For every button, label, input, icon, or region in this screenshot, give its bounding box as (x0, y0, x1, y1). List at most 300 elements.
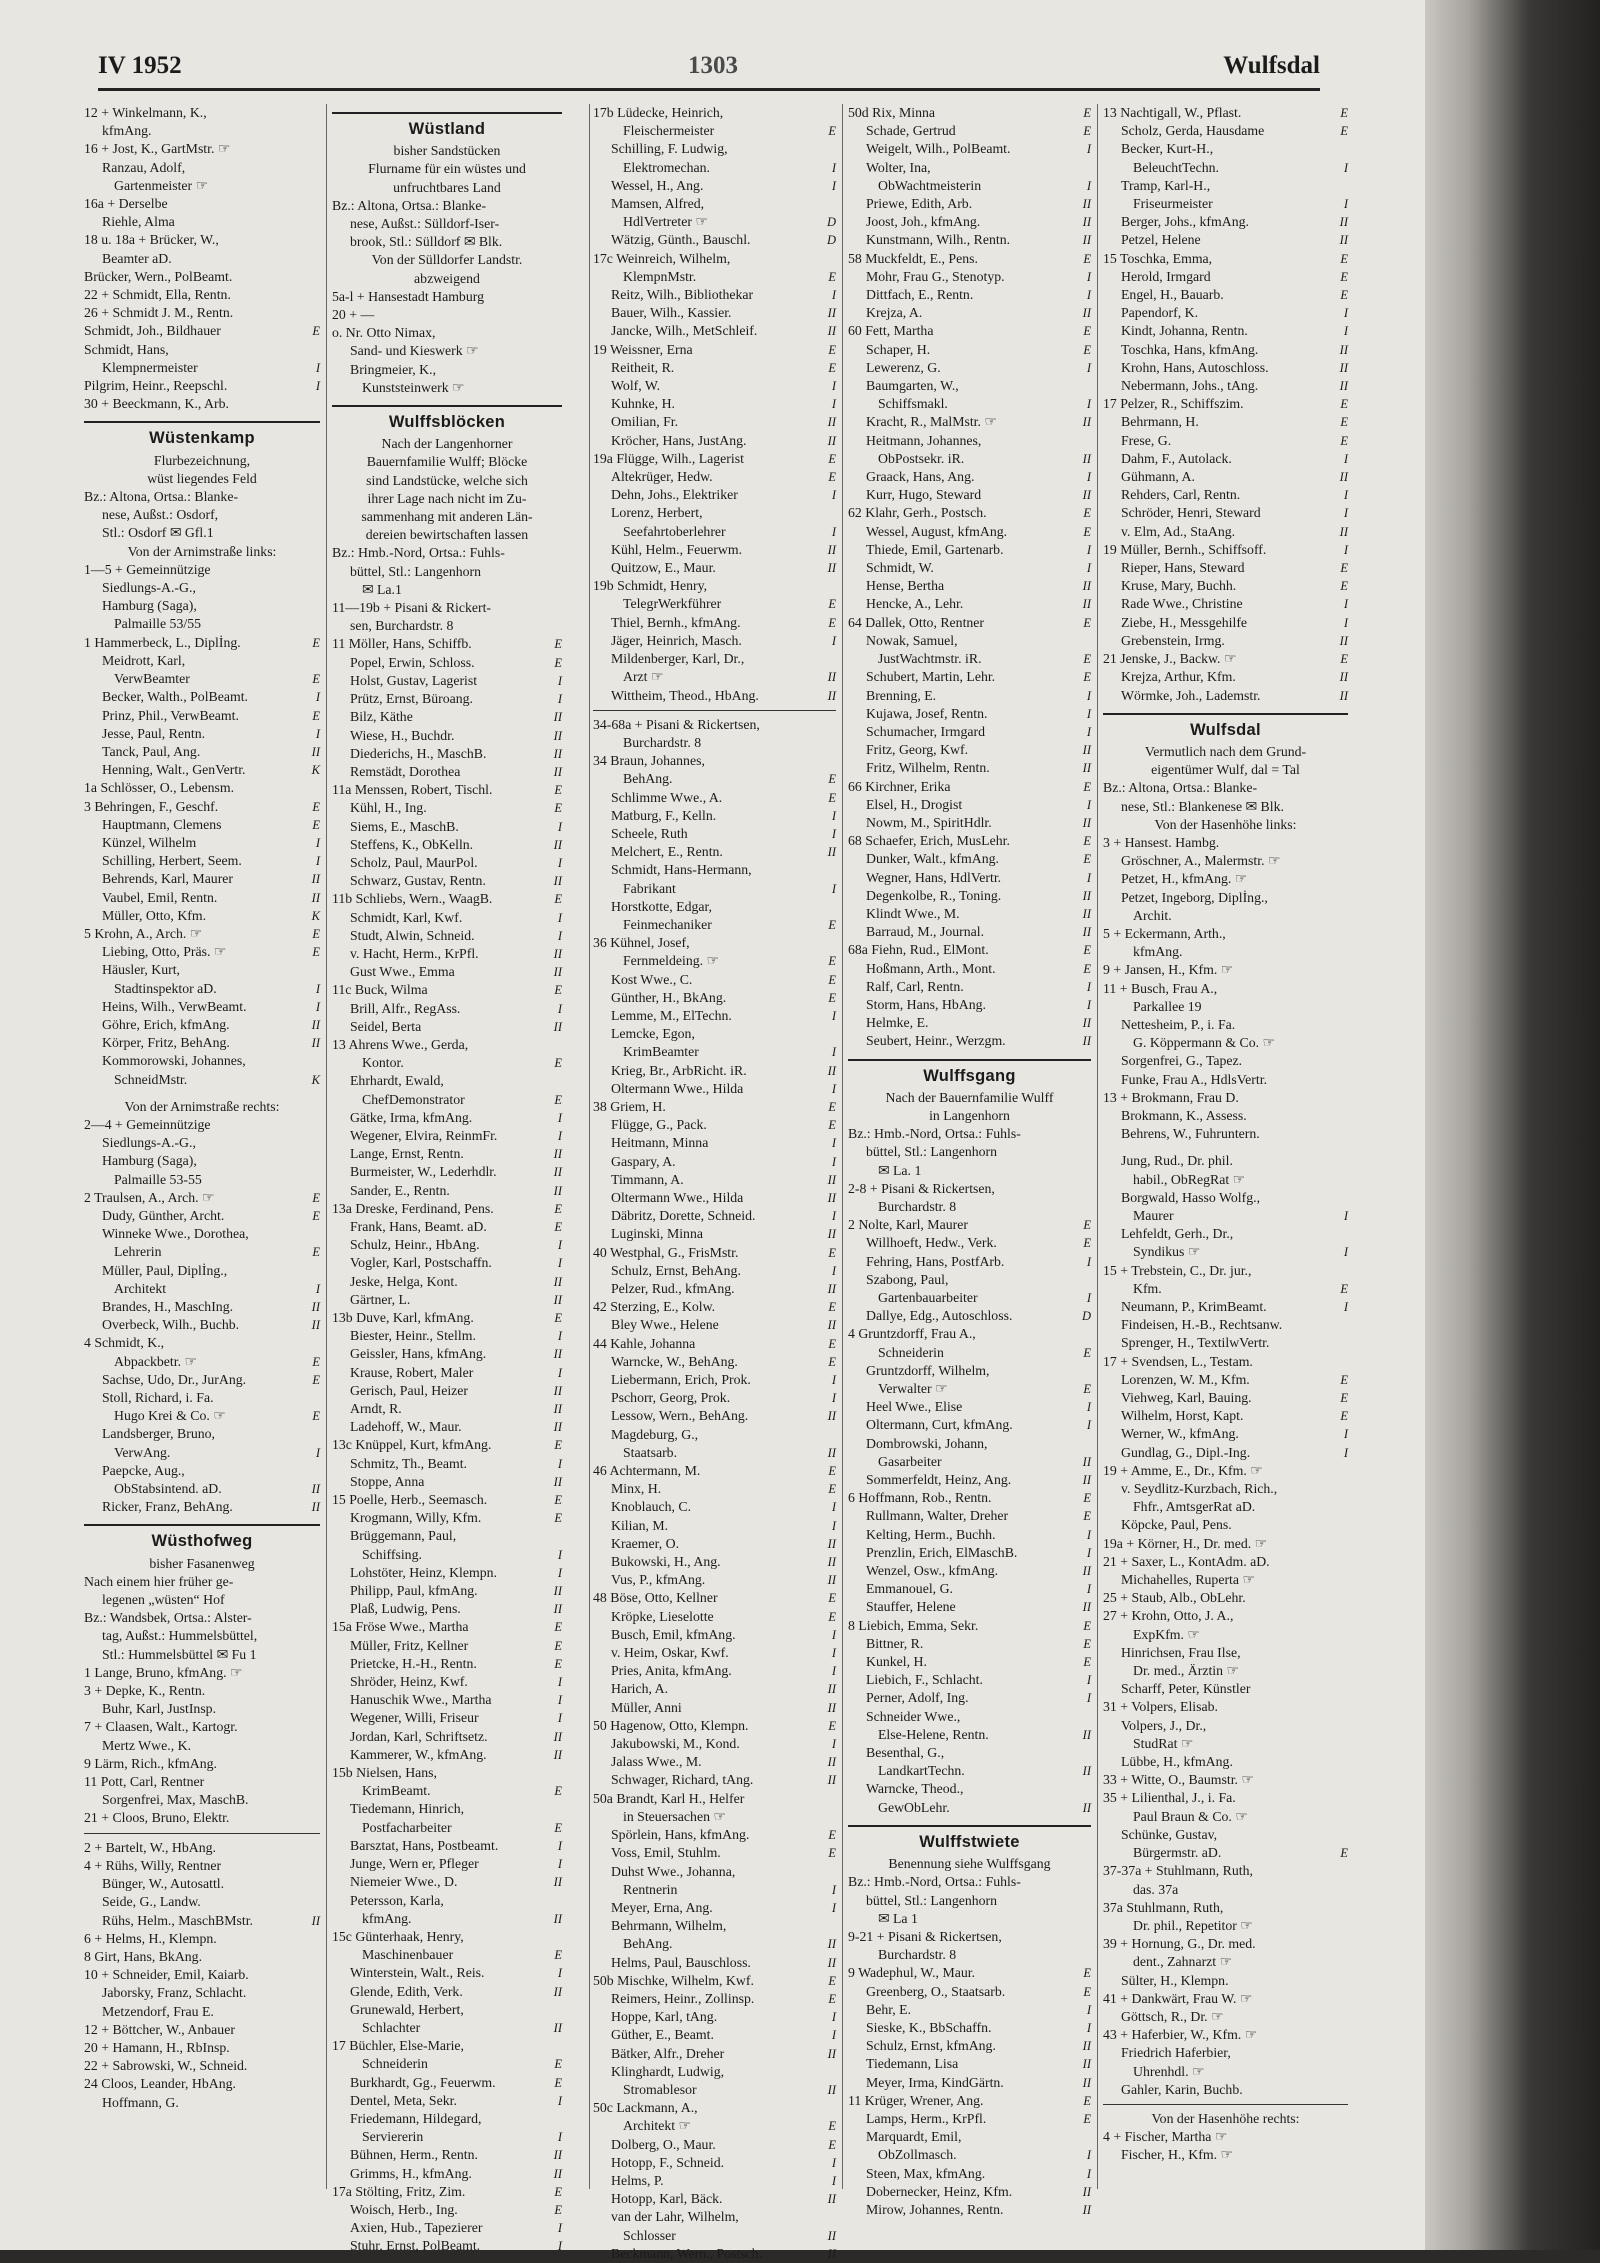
entry-text: JustWachtmstr. iR. (878, 651, 982, 667)
entry-text: kfmAng. (1133, 944, 1183, 960)
entry-text: Bühnen, Herm., Rentn. (350, 2147, 478, 2163)
entry-text: Fabrikant (623, 880, 676, 896)
directory-entry (848, 850, 1091, 868)
floor-marker: E (1340, 1281, 1348, 1296)
directory-entry (1103, 1899, 1348, 1917)
floor-marker: I (831, 1045, 836, 1060)
entry-text: Warncke, Theod., (866, 1781, 964, 1797)
floor-marker: E (1340, 269, 1348, 284)
floor-marker: K (311, 763, 320, 778)
directory-entry (332, 1327, 562, 1345)
directory-entry (593, 1280, 836, 1298)
floor-marker: I (831, 1500, 836, 1515)
directory-entry (332, 981, 562, 999)
directory-entry (84, 377, 320, 395)
entry-text: Borgwald, Hasso Wolfg., (1121, 1189, 1261, 1205)
entry-text: Brokmann, K., Assess. (1121, 1107, 1247, 1123)
floor-marker: D (826, 233, 836, 248)
entry-text: Nettesheim, P., i. Fa. (1121, 1016, 1236, 1032)
entry-text: 11a Menssen, Robert, Tischl. (332, 782, 493, 798)
entry-text: Dobernecker, Heinz, Kfm. (866, 2183, 1013, 2199)
directory-entry (848, 1526, 1091, 1544)
floor-marker: I (1086, 724, 1091, 739)
directory-entry (848, 759, 1091, 777)
entry-text: Petzet, H., kfmAng. ☞ (1121, 871, 1248, 887)
entry-text: Melchert, E., Rentn. (611, 844, 723, 860)
directory-entry (1103, 1089, 1348, 1107)
entry-text: 3 Behringen, F., Geschf. (84, 798, 219, 814)
entry-text: Bz.: Wandsbek, Ortsa.: Alster- (84, 1610, 252, 1626)
entry-text: Stuhr, Ernst, PolBeamt. (350, 2238, 481, 2254)
directory-entry (332, 1127, 562, 1145)
directory-entry (848, 1032, 1091, 1050)
directory-entry (1103, 213, 1348, 231)
directory-entry (84, 634, 320, 652)
entry-text: Wolf, W. (611, 378, 661, 394)
entry-text: v. Heim, Oskar, Kwf. (611, 1645, 729, 1661)
directory-entry (593, 1444, 836, 1462)
floor-marker: II (827, 1172, 836, 1187)
directory-entry (1103, 1589, 1348, 1607)
directory-entry (848, 1435, 1091, 1453)
directory-entry (848, 832, 1091, 850)
floor-marker: I (831, 1664, 836, 1679)
entry-text: Krieg, Br., ArbRicht. iR. (611, 1062, 747, 1078)
entry-text: 27 + Krohn, Otto, J. A., (1103, 1608, 1234, 1624)
directory-entry (84, 1171, 320, 1189)
entry-text: Schneiderin (362, 2056, 428, 2072)
directory-entry (332, 215, 562, 233)
entry-text: ObZollmasch. (878, 2147, 957, 2163)
directory-entry (84, 943, 320, 961)
directory-entry (1103, 1607, 1348, 1625)
directory-entry (593, 807, 836, 825)
entry-text: Schwager, Richard, tAng. (611, 1772, 754, 1788)
entry-text: Bukowski, H., Ang. (611, 1554, 721, 1570)
entry-text: Luginski, Minna (611, 1226, 703, 1242)
directory-entry (84, 1498, 320, 1516)
entry-text: 11 Krüger, Wrener, Ang. (848, 2092, 984, 2108)
floor-marker: II (311, 1036, 320, 1051)
floor-marker: I (1343, 506, 1348, 521)
floor-marker: E (828, 1464, 836, 1479)
directory-entry (848, 1180, 1091, 1198)
floor-marker: E (1340, 106, 1348, 120)
floor-marker: I (1086, 688, 1091, 703)
floor-marker: I (1086, 1254, 1091, 1269)
floor-marker: E (828, 990, 836, 1005)
directory-entry (1103, 177, 1348, 195)
entry-text: 17 Büchler, Else-Marie, (332, 2038, 465, 2054)
entry-text: Kontor. (362, 1055, 404, 1071)
directory-entry (1103, 1171, 1348, 1189)
floor-marker: I (1343, 197, 1348, 212)
floor-marker: II (553, 837, 562, 852)
entry-text: 62 Klahr, Gerh., Postsch. (848, 505, 987, 521)
entry-text: Bz.: Altona, Ortsa.: Blanke- (332, 197, 487, 213)
floor-marker: E (828, 1991, 836, 2006)
directory-entry (848, 231, 1091, 249)
entry-text: Rehders, Carl, Rentn. (1121, 487, 1241, 503)
entry-text: Burchardstr. 8 (623, 734, 702, 750)
entry-text: Paul Braun & Co. ☞ (1133, 1808, 1248, 1824)
directory-entry (332, 1072, 562, 1090)
directory-entry (848, 1653, 1091, 1671)
entry-text: Seidel, Berta (350, 1018, 422, 1034)
entry-text: Szabong, Paul, (866, 1271, 949, 1287)
floor-marker: E (828, 1245, 836, 1260)
floor-marker: II (311, 1913, 320, 1928)
floor-marker: II (827, 415, 836, 430)
entry-text: 26 + Schmidt J. M., Rentn. (84, 305, 234, 321)
floor-marker: E (828, 1973, 836, 1988)
entry-text: Wegner, Hans, HdlVertr. (866, 869, 1002, 885)
entry-text: ObStabsintend. aD. (114, 1481, 222, 1497)
directory-entry (1103, 1389, 1348, 1407)
entry-text: 9 Lärm, Rich., kfmAng. (84, 1755, 217, 1771)
entry-text: Wegener, Willi, Friseur (350, 1710, 479, 1726)
entry-text: Tramp, Karl-H., (1121, 177, 1211, 193)
entry-text: 13b Duve, Karl, kfmAng. (332, 1310, 474, 1325)
directory-entry (332, 2019, 562, 2037)
entry-text: Kindt, Johanna, Rentn. (1121, 323, 1248, 339)
floor-marker: I (831, 379, 836, 394)
entry-text: Dudy, Günther, Archt. (102, 1207, 225, 1223)
directory-entry (1103, 1480, 1348, 1498)
entry-text: Helms, Paul, Bauschloss. (611, 1954, 751, 1970)
directory-entry (332, 1746, 562, 1764)
floor-marker: II (553, 1420, 562, 1435)
entry-text: Vus, P., kfmAng. (611, 1572, 706, 1588)
directory-entry (332, 2001, 562, 2019)
floor-marker: I (831, 1154, 836, 1169)
floor-marker: II (1082, 306, 1091, 321)
floor-marker: E (1340, 652, 1348, 667)
entry-text: 41 + Dankwärt, Frau W. ☞ (1103, 1990, 1253, 2006)
entry-text: Winneke Wwe., Dorothea, (102, 1226, 249, 1242)
entry-text: Perner, Adolf, Ing. (866, 1690, 969, 1706)
entry-text: Jordan, Karl, Schriftsetz. (350, 1728, 488, 1744)
directory-entry (848, 1380, 1091, 1398)
directory-entry (84, 1930, 320, 1948)
entry-text: Besenthal, G., (866, 1745, 945, 1761)
floor-marker: I (557, 1256, 562, 1271)
floor-marker: II (311, 1300, 320, 1314)
directory-entry (332, 1254, 562, 1272)
directory-entry (593, 1662, 836, 1680)
entry-text: Liebich, F., Schlacht. (866, 1672, 983, 1688)
floor-marker: E (1083, 615, 1091, 630)
street-note: sammenhang mit anderen Län- (361, 509, 533, 525)
directory-entry (848, 1689, 1091, 1707)
directory-entry (848, 1344, 1091, 1362)
directory-entry (593, 2117, 836, 2135)
floor-marker: I (1343, 1445, 1348, 1460)
directory-entry (84, 359, 320, 377)
entry-text: 2 Nolte, Karl, Maurer (848, 1217, 968, 1233)
entry-text: Stoll, Richard, i. Fa. (102, 1390, 214, 1406)
entry-text: Spörlein, Hans, kfmAng. (611, 1827, 750, 1843)
floor-marker: E (828, 124, 836, 139)
directory-entry (84, 1591, 320, 1609)
floor-marker: E (554, 1219, 562, 1234)
entry-text: 50c Lackmann, A., (593, 2100, 698, 2116)
directory-entry (332, 1091, 562, 1109)
floor-marker: E (828, 790, 836, 805)
directory-entry (84, 104, 320, 122)
entry-text: Schiffsmakl. (878, 396, 948, 412)
floor-marker: E (554, 655, 562, 670)
floor-marker: II (553, 874, 562, 889)
directory-entry (593, 2208, 836, 2226)
directory-entry (593, 1025, 836, 1043)
entry-text: Elektromechan. (623, 159, 710, 175)
entry-text: Biester, Heinr., Stellm. (350, 1328, 476, 1344)
entry-text: Arzt ☞ (623, 669, 664, 685)
entry-text: Hamburg (Saga), (102, 1153, 197, 1169)
directory-entry (84, 1737, 320, 1755)
floor-marker: E (312, 1354, 320, 1369)
entry-text: nese, Stl.: Blankenese ✉ Blk. (1121, 798, 1284, 814)
directory-entry (593, 1007, 836, 1025)
page-number: 1303 (688, 52, 738, 79)
directory-entry (593, 1371, 836, 1389)
entry-text: Güther, E., Beamt. (611, 2027, 714, 2043)
entry-text: Viehweg, Karl, Bauing. (1121, 1390, 1252, 1406)
directory-entry (1103, 1917, 1348, 1935)
floor-marker: II (1082, 579, 1091, 594)
directory-entry (84, 268, 320, 286)
entry-text: nese, Außst.: Sülldorf-Iser- (350, 216, 500, 232)
directory-entry (332, 1382, 562, 1400)
floor-marker: II (553, 1911, 562, 1926)
directory-entry (1103, 1808, 1348, 1826)
floor-marker: I (831, 826, 836, 841)
entry-text: Stl.: Hummelsbüttel ✉ Fu 1 (102, 1646, 257, 1662)
entry-text: 17 + Svendsen, L., Testam. (1103, 1353, 1253, 1369)
entry-text: 11 Pott, Carl, Rentner (84, 1774, 205, 1790)
entry-text: Ralf, Carl, Rentn. (866, 978, 964, 994)
directory-entry (332, 1455, 562, 1473)
entry-text: Bätker, Alfr., Dreher (611, 2045, 725, 2061)
floor-marker: I (557, 1128, 562, 1143)
directory-entry (1103, 432, 1348, 450)
floor-marker: I (557, 910, 562, 925)
entry-text: Müller, Fritz, Kellner (350, 1637, 469, 1653)
directory-entry (332, 927, 562, 945)
directory-entry (1103, 2146, 1348, 2164)
directory-entry (593, 1571, 836, 1589)
entry-text: Gartenmeister ☞ (114, 177, 208, 193)
entry-text: 18 u. 18a + Brücker, W., (84, 232, 219, 248)
directory-entry (1103, 1735, 1348, 1753)
directory-entry (332, 945, 562, 963)
directory-entry (848, 1143, 1091, 1161)
directory-entry (593, 2099, 836, 2117)
floor-marker: II (827, 1282, 836, 1296)
floor-marker: II (553, 1602, 562, 1617)
entry-text: Architekt (114, 1280, 167, 1296)
floor-marker: II (311, 1482, 320, 1497)
entry-text: Dr. med., Ärztin ☞ (1133, 1663, 1239, 1679)
entry-text: Vaubel, Emil, Rentn. (102, 889, 218, 905)
directory-entry (848, 1216, 1091, 1234)
entry-text: Dahm, F., Autolack. (1121, 450, 1232, 466)
entry-text: Kunkel, H. (866, 1654, 927, 1670)
directory-entry (1103, 1516, 1348, 1534)
entry-text: BehAng. (623, 1936, 673, 1952)
entry-text: Priewe, Edith, Arb. (866, 196, 973, 212)
entry-text: Meidrott, Karl, (102, 652, 186, 668)
directory-entry (593, 1335, 836, 1353)
directory-entry (1103, 1771, 1348, 1789)
entry-text: Prütz, Ernst, Büroang. (350, 691, 474, 707)
entry-text: Mertz Wwe., K. (102, 1737, 192, 1753)
directory-entry (332, 563, 562, 581)
directory-entry (84, 725, 320, 743)
directory-entry (593, 1717, 836, 1735)
floor-marker: II (827, 324, 836, 339)
floor-marker: E (1340, 288, 1348, 303)
directory-entry (332, 1473, 562, 1491)
directory-entry (332, 1600, 562, 1618)
entry-text: Brücker, Wern., PolBeamt. (84, 268, 233, 284)
directory-entry (1103, 341, 1348, 359)
directory-entry (332, 1782, 562, 1800)
floor-marker: E (1083, 834, 1091, 849)
entry-text: Bz.: Hmb.-Nord, Ortsa.: Fuhls- (848, 1126, 1021, 1142)
entry-text: Nach einem hier früher ge- (84, 1573, 234, 1589)
directory-entry (593, 1972, 836, 1990)
running-head: Wulfsdal (1223, 52, 1320, 79)
directory-entry (848, 541, 1091, 559)
entry-text: Sand- und Kieswerk ☞ (350, 343, 479, 359)
floor-marker: II (827, 306, 836, 321)
floor-marker: I (831, 1882, 836, 1897)
floor-marker: II (1082, 815, 1091, 830)
directory-entry (332, 1527, 562, 1545)
entry-text: Schwarz, Gustav, Rentn. (350, 873, 486, 889)
directory-entry (593, 734, 836, 752)
directory-entry (84, 925, 320, 943)
street-note: Von der Hasenhöhe rechts: (1151, 2110, 1300, 2126)
entry-text: Gasarbeiter (878, 1453, 942, 1469)
floor-marker: E (1083, 1382, 1091, 1397)
street-note: Von der Sülldorfer Landstr. (371, 252, 523, 268)
entry-text: Bünger, W., Autosattl. (102, 1876, 225, 1892)
directory-entry (332, 1436, 562, 1454)
directory-entry (593, 1062, 836, 1080)
entry-text: 1 Lange, Bruno, kfmAng. ☞ (84, 1664, 243, 1680)
entry-text: Lorenz, Herbert, (611, 505, 703, 521)
floor-marker: E (554, 1638, 562, 1653)
entry-text: Niemeier Wwe., D. (350, 1874, 458, 1890)
floor-marker: II (827, 1773, 836, 1788)
floor-marker: E (828, 1591, 836, 1606)
floor-marker: I (557, 1838, 562, 1853)
entry-text: Behrmann, H. (1121, 414, 1199, 430)
floor-marker: I (557, 1966, 562, 1981)
directory-entry (84, 670, 320, 688)
directory-entry (848, 250, 1091, 268)
entry-text: 4 + Rühs, Willy, Rentner (84, 1857, 222, 1873)
directory-entry (332, 544, 562, 562)
directory-entry (1103, 359, 1348, 377)
entry-text: Müller, Anni (611, 1699, 682, 1715)
floor-marker: I (831, 1627, 836, 1642)
street-heading: Wulfsdal (1103, 713, 1348, 739)
entry-text: Müller, Paul, Diplİng., (102, 1262, 228, 1278)
floor-marker: E (312, 1409, 320, 1424)
entry-text: Grunewald, Herbert, (350, 2001, 464, 2017)
entry-text: 15c Günterhaak, Henry, (332, 1928, 464, 1944)
floor-marker: E (1340, 251, 1348, 266)
directory-entry (332, 2110, 562, 2128)
directory-entry (332, 233, 562, 251)
entry-text: Sorgenfrei, Max, MaschB. (102, 1792, 249, 1808)
directory-entry (593, 1407, 836, 1425)
entry-text: Engel, H., Bauarb. (1121, 287, 1224, 303)
directory-entry (848, 687, 1091, 705)
entry-text: Heel Wwe., Elise (866, 1399, 963, 1415)
floor-marker: E (1083, 524, 1091, 539)
directory-entry (593, 341, 836, 359)
entry-text: Wegener, Elvira, ReinmFr. (350, 1127, 498, 1143)
directory-entry (848, 213, 1091, 231)
entry-text: Kfm. (1133, 1280, 1162, 1296)
directory-entry (332, 1509, 562, 1527)
floor-marker: II (1339, 524, 1348, 539)
floor-marker: I (1086, 706, 1091, 721)
entry-text: Gaspary, A. (611, 1153, 676, 1169)
entry-text: 37-37a + Stuhlmann, Ruth, (1103, 1863, 1253, 1879)
entry-text: Elsel, H., Drogist (866, 796, 963, 812)
floor-marker: I (557, 2239, 562, 2254)
directory-entry (1103, 195, 1348, 213)
entry-text: 11 + Busch, Frau A., (1103, 980, 1218, 996)
directory-entry (84, 707, 320, 725)
entry-text: Beamter aD. (102, 250, 172, 266)
entry-text: 5 Krohn, A., Arch. ☞ (84, 925, 203, 941)
directory-entry (848, 1125, 1091, 1143)
floor-marker: II (553, 1383, 562, 1398)
directory-entry (593, 1899, 836, 1917)
entry-text: 2-8 + Pisani & Rickertsen, (848, 1180, 995, 1196)
directory-entry (1103, 250, 1348, 268)
directory-entry (593, 716, 836, 734)
directory-entry (593, 2081, 836, 2099)
entry-text: Brill, Alfr., RegAss. (350, 1000, 461, 1016)
entry-text: Uhrenhdl. ☞ (1133, 2063, 1205, 2079)
directory-entry (1103, 231, 1348, 249)
entry-text: Wenzel, Osw., kfmAng. (866, 1563, 999, 1579)
entry-text: Remstädt, Dorothea (350, 763, 461, 779)
entry-text: Lohstöter, Heinz, Klempn. (350, 1564, 497, 1580)
directory-entry (593, 898, 836, 916)
floor-marker: II (1082, 197, 1091, 212)
directory-entry (593, 195, 836, 213)
directory-entry (593, 1244, 836, 1262)
section-separator (84, 1833, 320, 1834)
floor-marker: I (557, 1110, 562, 1125)
directory-entry (84, 761, 320, 779)
entry-text: ✉ La. 1 (878, 1162, 922, 1178)
directory-entry (84, 1857, 320, 1875)
directory-entry (593, 213, 836, 231)
entry-text: Architekt ☞ (623, 2118, 691, 2134)
entry-text: Friedrich Haferbier, (1121, 2045, 1231, 2061)
floor-marker: II (827, 688, 836, 703)
